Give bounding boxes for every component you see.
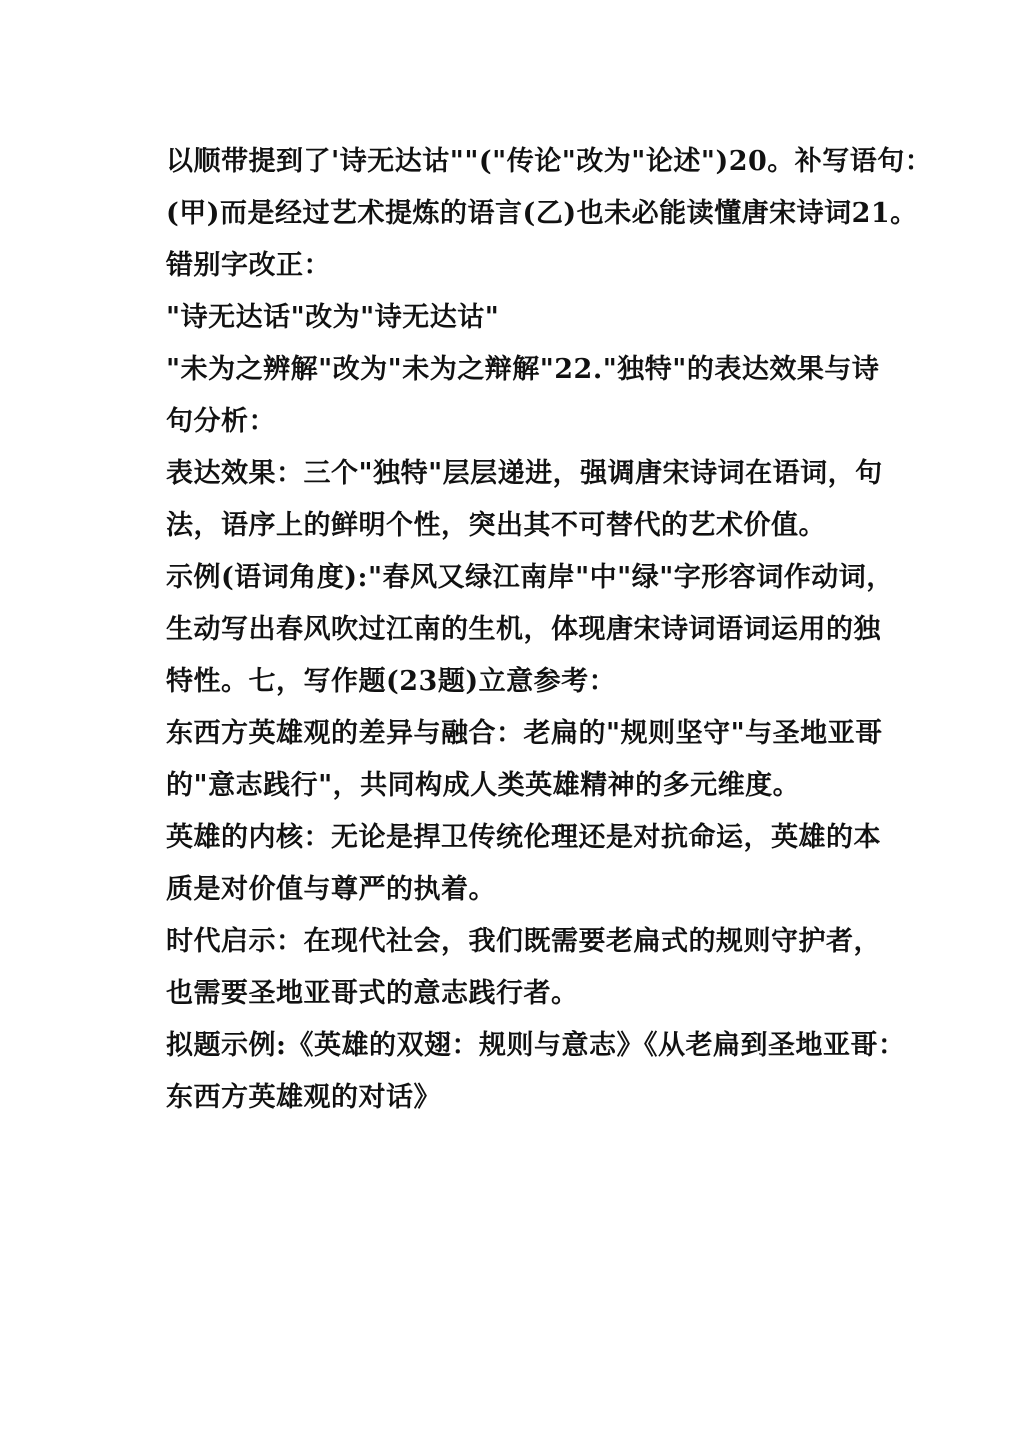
text-line: 生动写出春风吹过江南的生机，体现唐宋诗词语词运用的独 bbox=[166, 614, 881, 645]
text-line: 以顺带提到了'诗无达诂""("传论"改为"论述")20。补写语句： bbox=[166, 146, 933, 177]
text-line: 也需要圣地亚哥式的意志践行者。 bbox=[166, 978, 579, 1009]
text-line: 质是对价值与尊严的执着。 bbox=[166, 874, 496, 905]
text-line: 法，语序上的鲜明个性，突出其不可替代的艺术价值。 bbox=[166, 510, 826, 541]
document-text-block bbox=[166, 136, 933, 1124]
text-line: 错别字改正： bbox=[166, 250, 331, 281]
text-line: 特性。七，写作题(23题)立意参考： bbox=[166, 666, 617, 697]
text-line: "未为之辨解"改为"未为之辩解"22."独特"的表达效果与诗 bbox=[166, 354, 880, 385]
text-line: 英雄的内核：无论是捍卫传统伦理还是对抗命运，英雄的本 bbox=[166, 822, 881, 853]
text-line: 东西方英雄观的对话》 bbox=[166, 1082, 441, 1113]
text-line: "诗无达话"改为"诗无达诂" bbox=[166, 302, 500, 333]
text-line: 的"意志践行"，共同构成人类英雄精神的多元维度。 bbox=[166, 770, 801, 801]
text-line: 句分析： bbox=[166, 406, 276, 437]
text-line: 拟题示例:《英雄的双翅：规则与意志》《从老扁到圣地亚哥： bbox=[166, 1030, 906, 1061]
text-line: 东西方英雄观的差异与融合：老扁的"规则坚守"与圣地亚哥 bbox=[166, 718, 883, 749]
text-line: 表达效果：三个"独特"层层递进，强调唐宋诗词在语词，句 bbox=[166, 458, 883, 489]
text-line: (甲)而是经过艺术提炼的语言(乙)也未必能读懂唐宋诗词21。 bbox=[166, 198, 918, 229]
text-line: 时代启示：在现代社会，我们既需要老扁式的规则守护者， bbox=[166, 926, 881, 957]
text-line: 示例(语词角度):"春风又绿江南岸"中"绿"字形容词作动词， bbox=[166, 562, 894, 593]
